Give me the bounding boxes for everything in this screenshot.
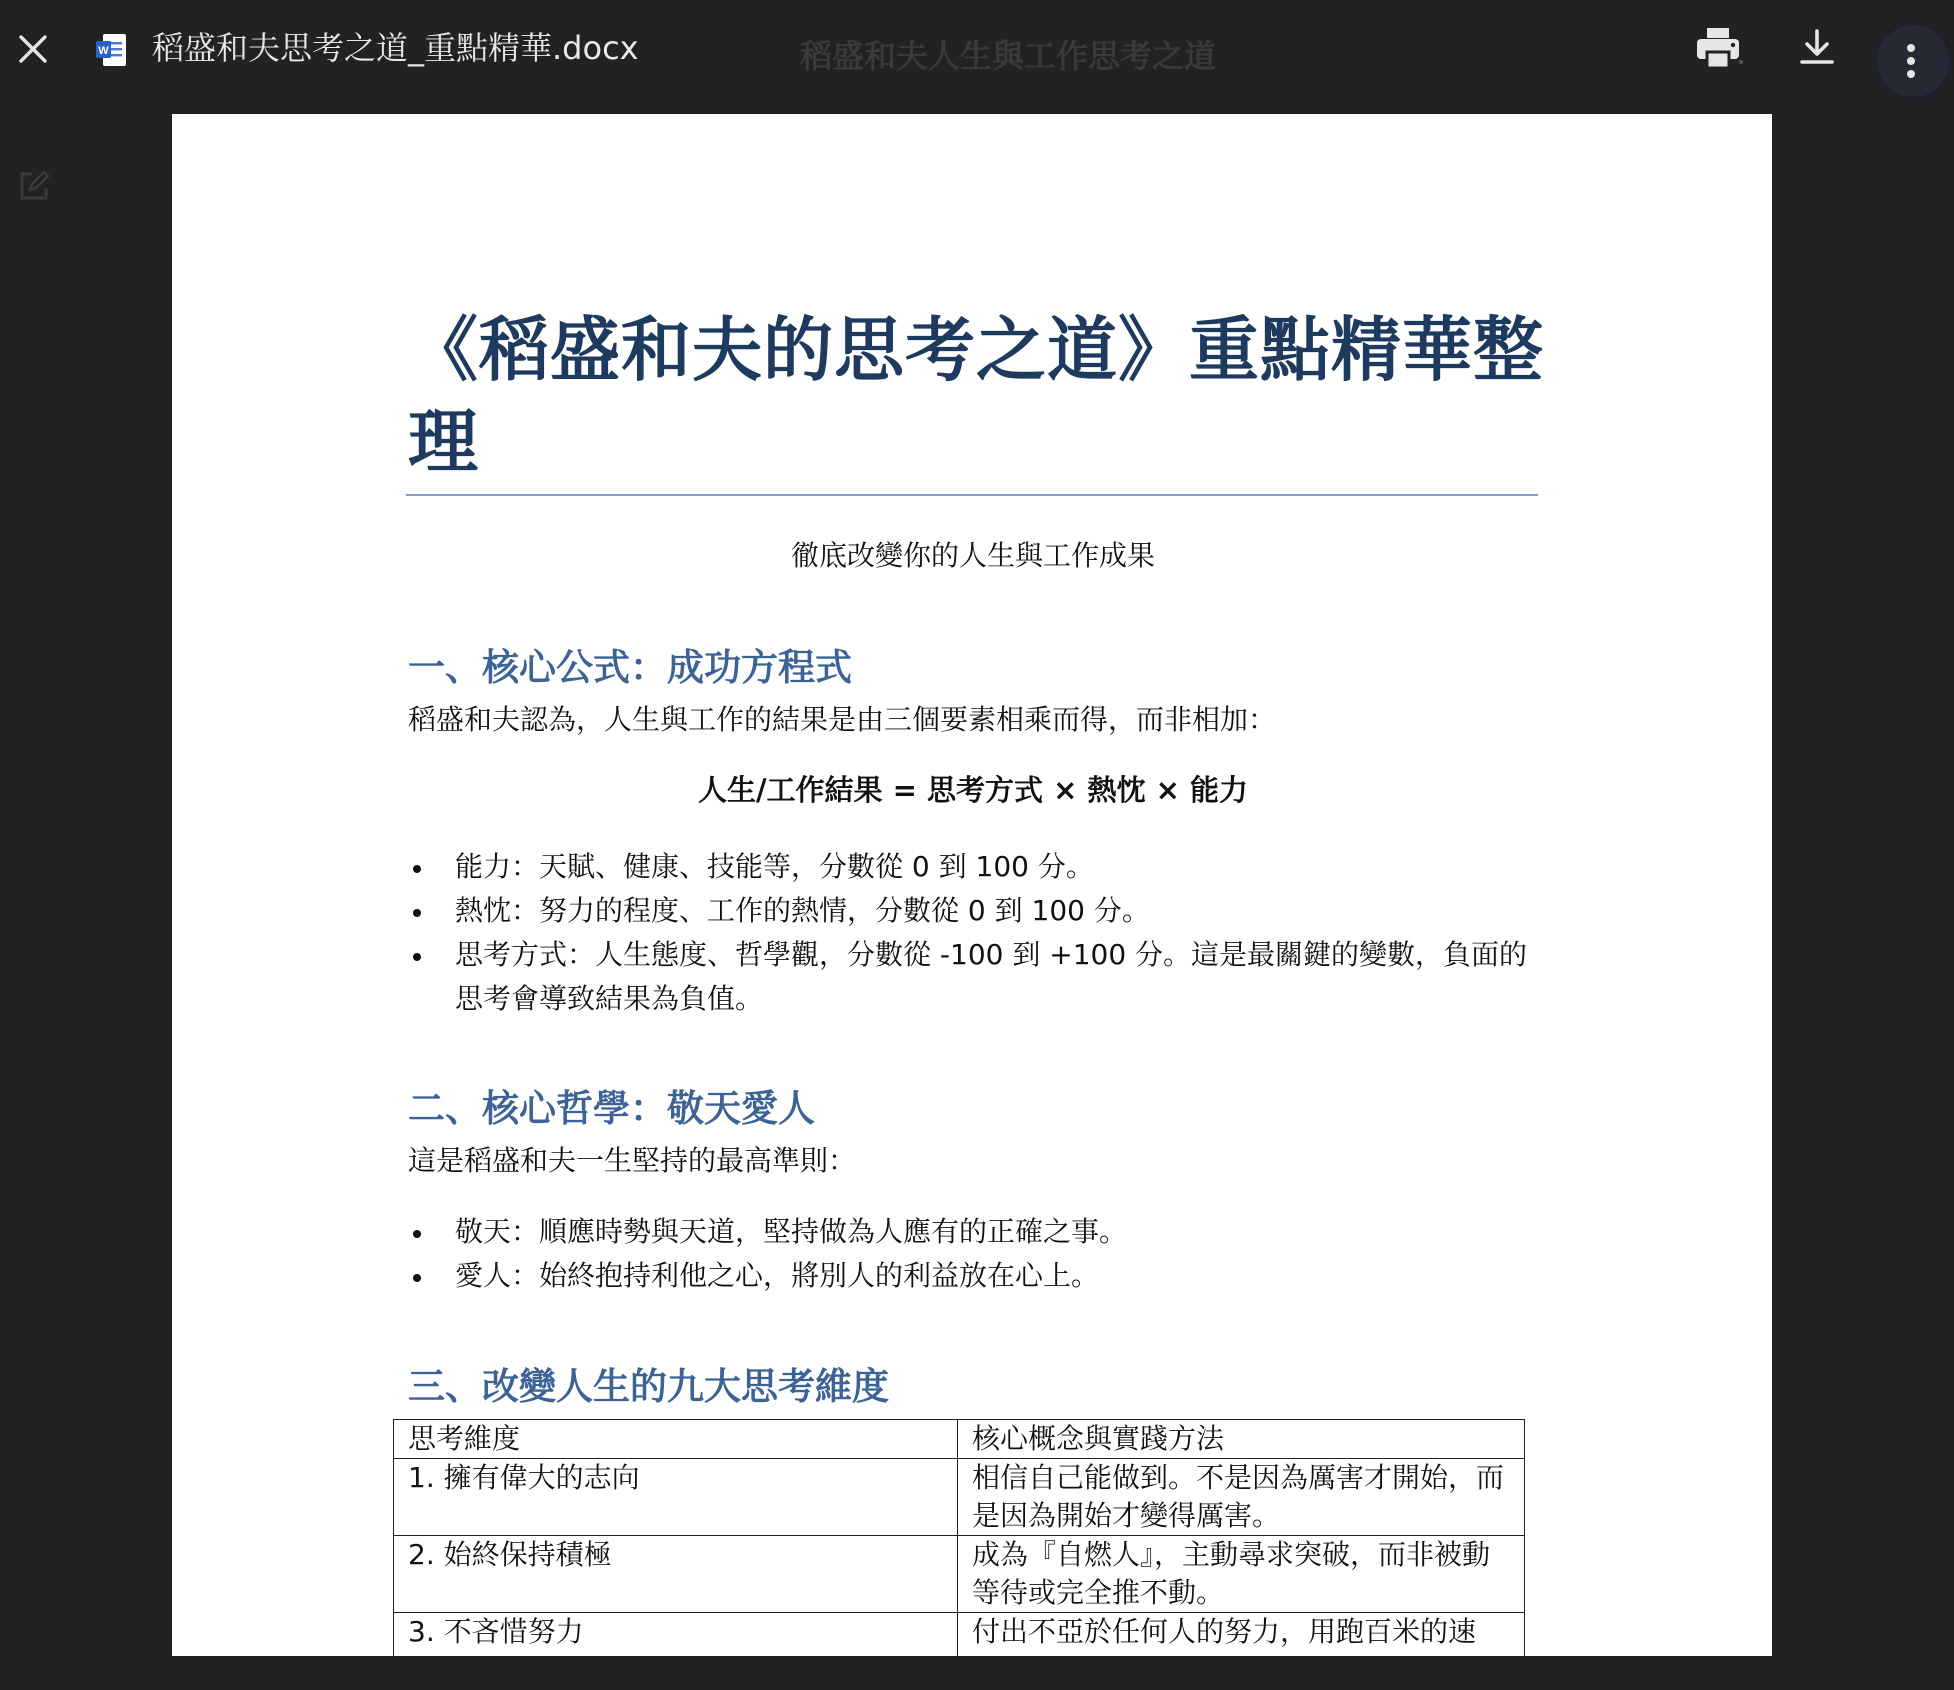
word-doc-icon (96, 33, 128, 67)
print-icon (1695, 26, 1745, 72)
document-page (172, 114, 1772, 1656)
section2-heading: 二、核心哲學：敬天愛人 (408, 1087, 815, 1130)
more-options-button[interactable] (1874, 22, 1952, 100)
title-divider (406, 494, 1538, 496)
list-item: 愛人：始終抱持利他之心，將別人的利益放在心上。 (408, 1254, 1538, 1298)
section1-intro: 稻盛和夫認為，人生與工作的結果是由三個要素相乘而得，而非相加： (408, 703, 1277, 736)
table-row (394, 1459, 1525, 1536)
print-button[interactable] (1695, 26, 1745, 72)
close-icon (18, 34, 48, 64)
svg-text:W: W (98, 45, 109, 57)
download-icon (1794, 26, 1840, 72)
close-button[interactable] (14, 30, 52, 68)
success-formula: 人生/工作結果 = 思考方式 × 熱忱 × 能力 (697, 773, 1249, 807)
document-subtitle: 徹底改變你的人生與工作成果 (790, 539, 1155, 572)
table-cell: 付出不亞於任何人的努力，用跑百米的速 (958, 1613, 1525, 1690)
list-item: 熱忱：努力的程度、工作的熱情，分數從 0 到 100 分。 (408, 889, 1538, 933)
section2-bullet-list (408, 1210, 1538, 1298)
file-name: 稻盛和夫思考之道_重點精華.docx (152, 29, 639, 67)
document-title: 《稻盛和夫的思考之道》重點精華整理 (408, 308, 1544, 483)
table-row (394, 1536, 1525, 1613)
table-cell: 成為『自燃人』，主動尋求突破，而非被動等待或完全推不動。 (958, 1536, 1525, 1613)
table-row (394, 1613, 1525, 1690)
background-document-title: 稻盛和夫人生與工作思考之道 (800, 37, 1217, 75)
table-cell: 2. 始終保持積極 (394, 1536, 958, 1613)
download-button[interactable] (1794, 26, 1840, 72)
thinking-dimensions-table (393, 1419, 1525, 1690)
section1-heading: 一、核心公式：成功方程式 (408, 646, 852, 689)
list-item: 能力：天賦、健康、技能等，分數從 0 到 100 分。 (408, 845, 1538, 889)
list-item: 敬天：順應時勢與天道，堅持做為人應有的正確之事。 (408, 1210, 1538, 1254)
edit-icon (16, 168, 52, 204)
list-item: 思考方式：人生態度、哲學觀，分數從 -100 到 +100 分。這是最關鍵的變數，負面的思考會導致結果為負值。 (408, 933, 1538, 1021)
section2-intro: 這是稻盛和夫一生堅持的最高準則： (408, 1144, 857, 1177)
table-header-cell: 核心概念與實踐方法 (958, 1420, 1525, 1459)
edit-button[interactable] (16, 168, 52, 204)
viewer-toolbar (0, 0, 1954, 100)
table-header-cell: 思考維度 (394, 1420, 958, 1459)
section3-heading: 三、改變人生的九大思考維度 (408, 1365, 889, 1408)
table-cell: 3. 不吝惜努力 (394, 1613, 958, 1690)
table-cell: 相信自己能做到。不是因為厲害才開始，而是因為開始才變得厲害。 (958, 1459, 1525, 1536)
table-header-row (394, 1420, 1525, 1459)
table-cell: 1. 擁有偉大的志向 (394, 1459, 958, 1536)
section1-bullet-list (408, 845, 1538, 1021)
more-vert-icon (1874, 22, 1952, 100)
